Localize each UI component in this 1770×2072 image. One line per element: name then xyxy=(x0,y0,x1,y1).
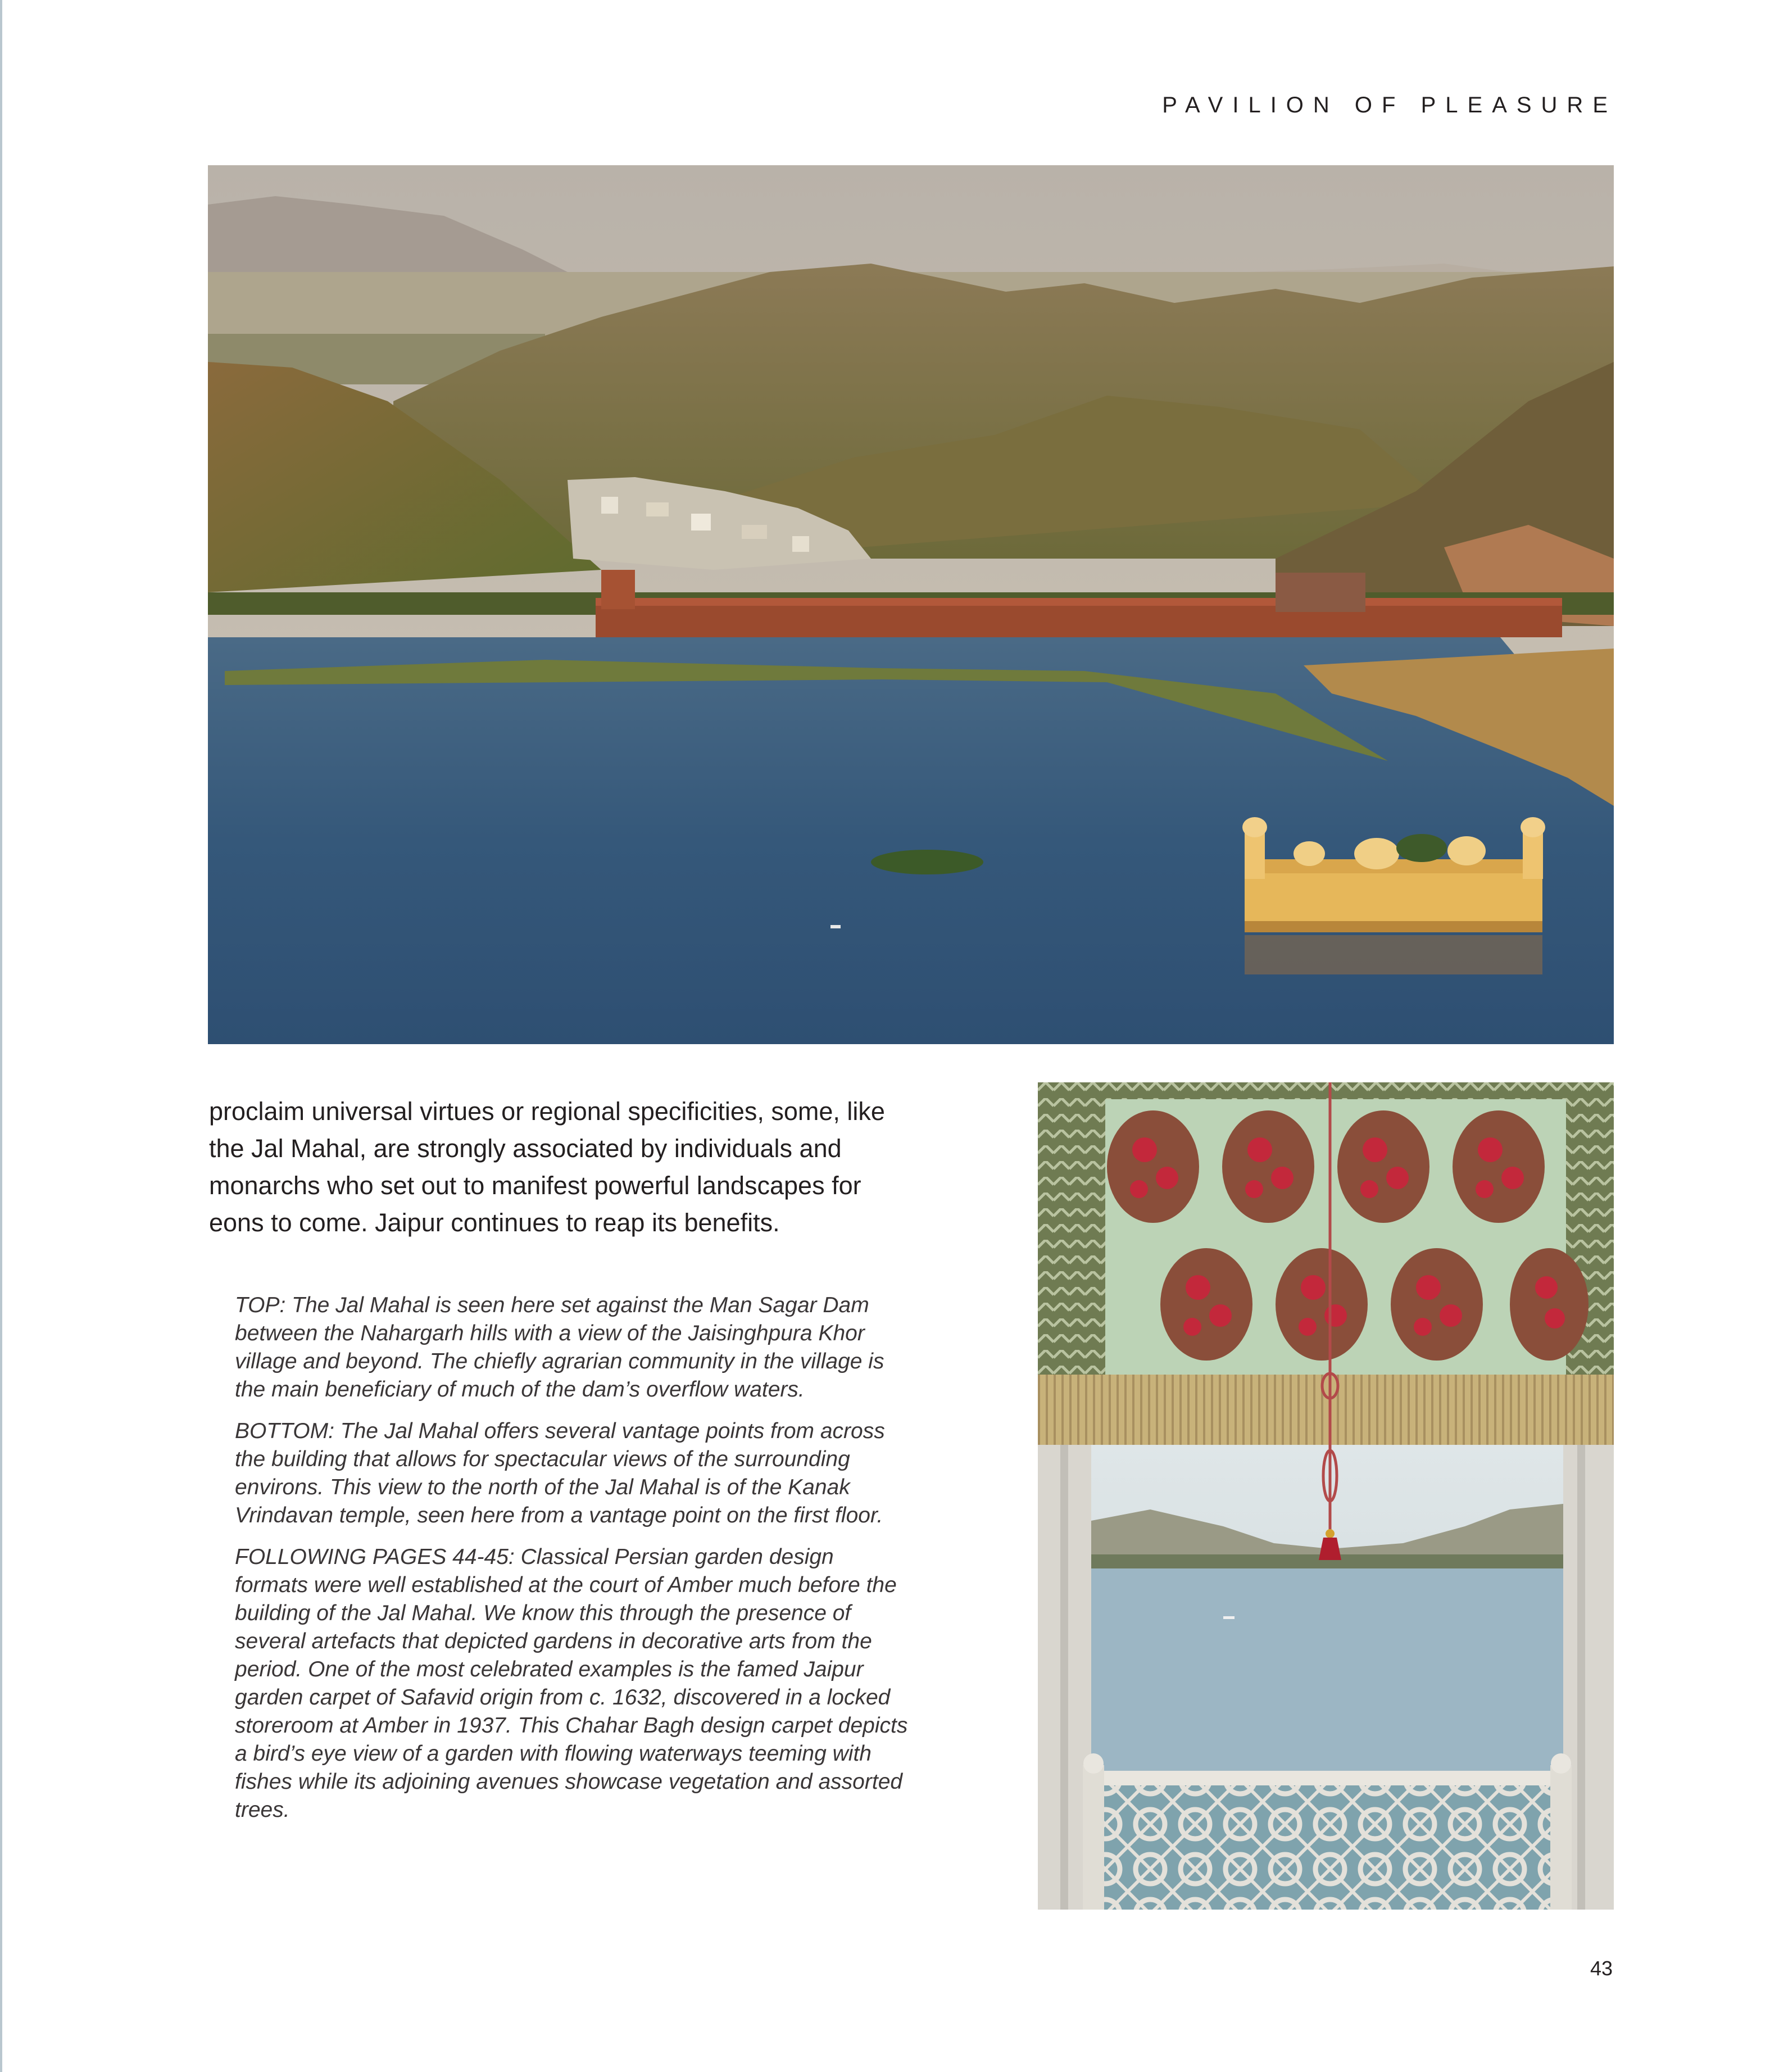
captions-block xyxy=(235,1291,909,1838)
running-head: PAVILION OF PLEASURE xyxy=(1162,93,1617,117)
bottom-photo-window-view xyxy=(1038,1082,1614,1910)
caption-bottom: BOTTOM: The Jal Mahal offers several vantage points from across the building that allows for spectacular views of the surrounding environs. This view to the north of the Jal Mahal is of the Kanak Vrindavan temple, seen here from a vantage point on the first floor. xyxy=(235,1419,885,1527)
top-photo-jal-mahal-landscape xyxy=(208,165,1614,1044)
page-edge-rule xyxy=(0,0,2,2072)
page-number: 43 xyxy=(1590,1957,1613,1980)
body-text-paragraph: proclaim universal virtues or regional specificities, some, like the Jal Mahal, are strongly associated by individuals and monarchs who set out to manifest powerful landscapes for eons to come. Jaipur continues to reap its benefits. xyxy=(209,1097,885,1237)
caption-top: TOP: The Jal Mahal is seen here set against the Man Sagar Dam between the Nahargarh hills with a view of the Jaisinghpura Khor village and beyond. The chiefly agrarian community in the village is the main beneficiary of much of the dam’s overflow waters. xyxy=(235,1293,884,1402)
caption-following-pages: FOLLOWING PAGES 44-45: Classical Persian garden design formats were well established at the court of Amber much before the building of the Jal Mahal. We know this through the presence of several artefacts that depicted gardens in decorative arts from the period. One of the most celebrated examples is the famed Jaipur garden carpet of Safavid origin from c. 1632, discovered in a locked storeroom at Amber in 1937. This Chahar Bagh design carpet depicts a bird’s eye view of a garden with flowing waterways teeming with fishes while its adjoining avenues showcase vegetation and assorted trees. xyxy=(235,1545,908,1822)
